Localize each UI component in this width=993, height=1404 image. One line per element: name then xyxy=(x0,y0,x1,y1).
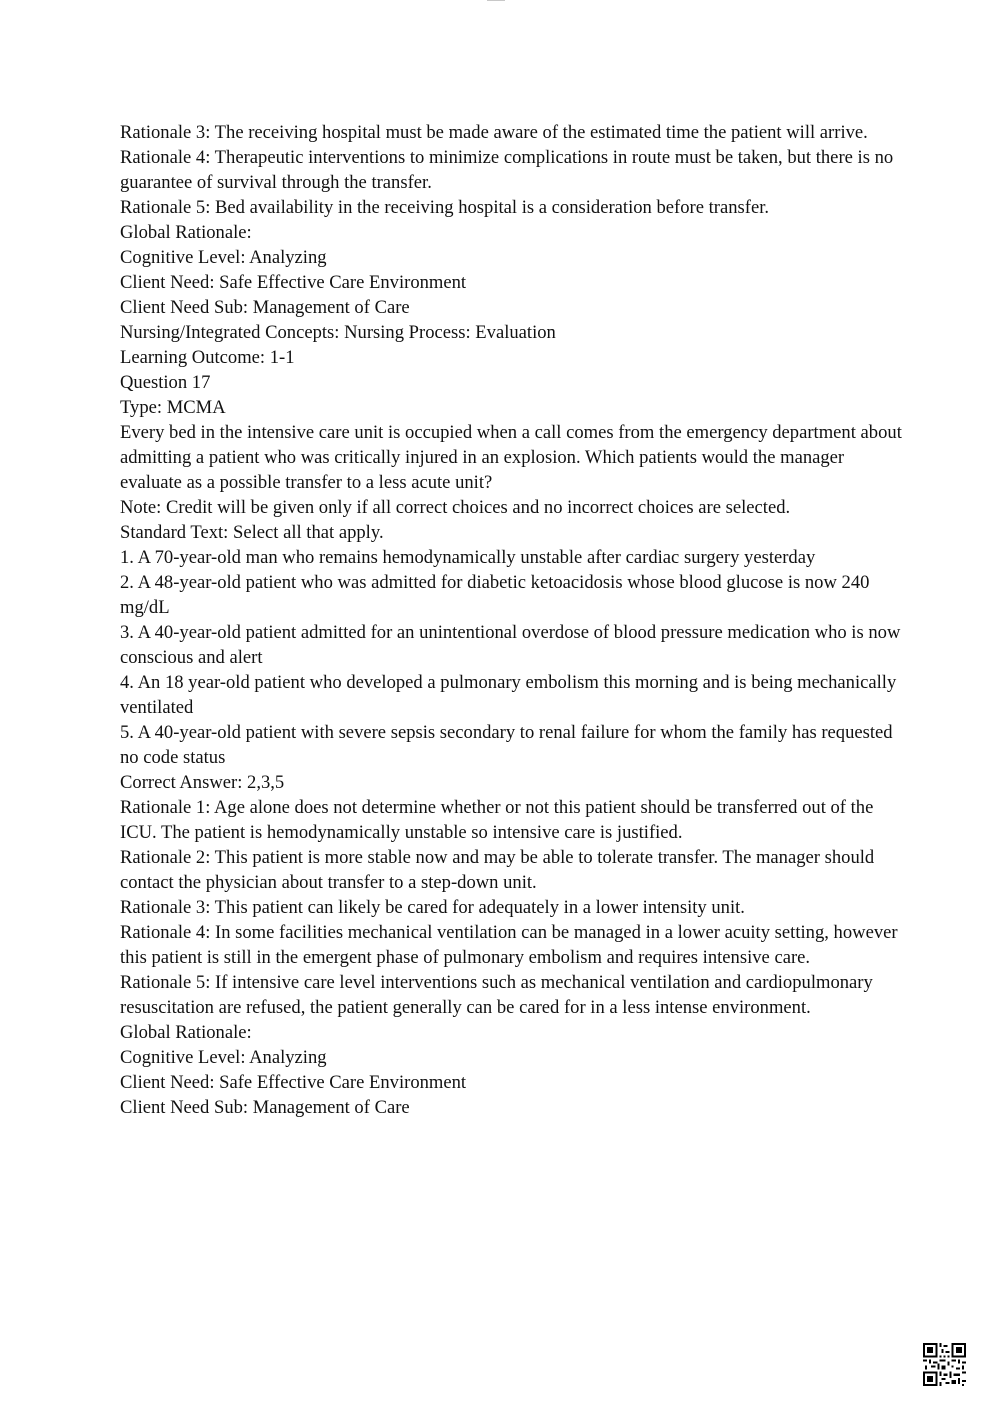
question-type: Type: MCMA xyxy=(120,397,226,418)
correct-answer: Correct Answer: 2,3,5 xyxy=(120,772,285,793)
question-note: Note: Credit will be given only if all correct choices and no incorrect choices are selected. xyxy=(120,497,791,518)
global-rationale-prev: Global Rationale: xyxy=(120,222,252,243)
rationale-1: Rationale 1: Age alone does not determine whether or not this patient should be transferred out of the ICU. The patient is hemodynamically unstable so intensive care is justified. xyxy=(120,797,874,843)
header-mark xyxy=(487,0,505,1)
rationale-2: Rationale 2: This patient is more stable now and may be able to tolerate transfer. The manager should contact the physician about transfer to a step-down unit. xyxy=(120,847,875,893)
rationale-4-prev: Rationale 4: Therapeutic interventions to minimize complications in route must be taken, but there is no guarantee of survival through the transfer. xyxy=(120,147,894,193)
cognitive-level: Cognitive Level: Analyzing xyxy=(120,1047,327,1068)
choice-3: 3. A 40-year-old patient admitted for an unintentional overdose of blood pressure medication who is now conscious and alert xyxy=(120,622,901,668)
rationale-4: Rationale 4: In some facilities mechanical ventilation can be managed in a lower acuity setting, however this patient is still in the emergent phase of pulmonary embolism and requires intensive care. xyxy=(120,922,898,968)
rationale-3-prev: Rationale 3: The receiving hospital must be made aware of the estimated time the patient will arrive. xyxy=(120,122,868,143)
client-need-sub: Client Need Sub: Management of Care xyxy=(120,1097,410,1118)
cognitive-level-prev: Cognitive Level: Analyzing xyxy=(120,247,327,268)
client-need-sub-prev: Client Need Sub: Management of Care xyxy=(120,297,410,318)
question-number: Question 17 xyxy=(120,372,211,393)
client-need: Client Need: Safe Effective Care Environment xyxy=(120,1072,467,1093)
question-stem: Every bed in the intensive care unit is occupied when a call comes from the emergency department about admitting a patient who was critically injured in an explosion. Which patients would the manager evaluate as a possible transfer to a less acute unit? xyxy=(120,422,902,493)
document-body xyxy=(120,120,910,1120)
qr-code-icon xyxy=(923,1343,966,1386)
global-rationale: Global Rationale: xyxy=(120,1022,252,1043)
client-need-prev: Client Need: Safe Effective Care Environment xyxy=(120,272,467,293)
rationale-5-prev: Rationale 5: Bed availability in the receiving hospital is a consideration before transfer. xyxy=(120,197,770,218)
choice-1: 1. A 70-year-old man who remains hemodynamically unstable after cardiac surgery yesterday xyxy=(120,547,816,568)
choice-2: 2. A 48-year-old patient who was admitted for diabetic ketoacidosis whose blood glucose is now 240 mg/dL xyxy=(120,572,870,618)
rationale-3: Rationale 3: This patient can likely be cared for adequately in a lower intensity unit. xyxy=(120,897,745,918)
choice-4: 4. An 18 year-old patient who developed a pulmonary embolism this morning and is being mechanically ventilated xyxy=(120,672,897,718)
learning-outcome: Learning Outcome: 1-1 xyxy=(120,347,295,368)
standard-text: Standard Text: Select all that apply. xyxy=(120,522,384,543)
rationale-5: Rationale 5: If intensive care level interventions such as mechanical ventilation and cardiopulmonary resuscitation are refused, the patient generally can be cared for in a less intense environment. xyxy=(120,972,873,1018)
choice-5: 5. A 40-year-old patient with severe sepsis secondary to renal failure for whom the family has requested no code status xyxy=(120,722,893,768)
nursing-concepts: Nursing/Integrated Concepts: Nursing Process: Evaluation xyxy=(120,322,556,343)
